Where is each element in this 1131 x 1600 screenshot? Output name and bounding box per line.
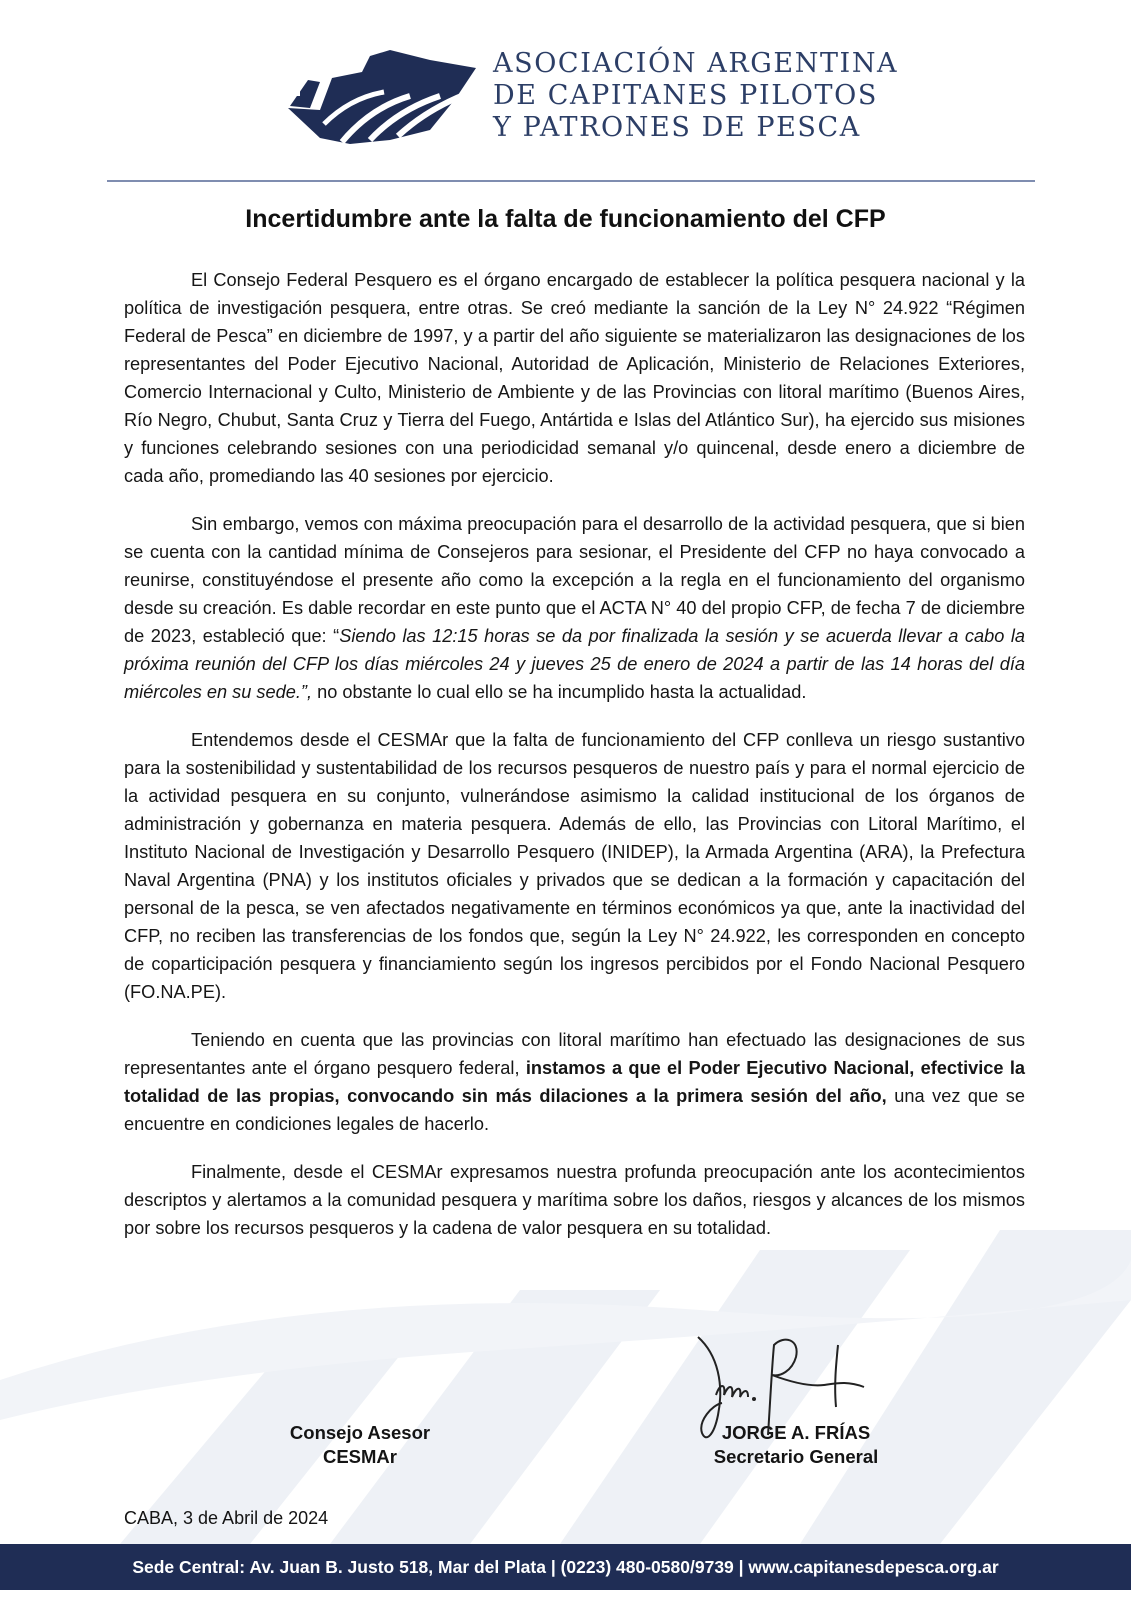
handwritten-signature [688,1325,888,1455]
paragraph-4-text-a: Teniendo en cuenta que las provincias con litoral marítimo han efectuado las designaciones de sus representantes ante el órgano pesquero federal, [124,1030,1025,1078]
paragraph-2-quote: Siendo las 12:15 horas se da por finalizada la sesión y se acuerda llevar a cabo la próxima reunión del CFP los días miércoles 24 y jueves 25 de enero de 2024 a partir de las 14 horas del día miércoles en su sede.”, [124,626,1025,702]
paragraph-4-emphasis: instamos a que el Poder Ejecutivo Nacional, efectivice la totalidad de las propias, convocando sin más dilaciones a la primera sesión del año, [124,1058,1025,1106]
paragraph-4 [124,1026,1025,1138]
signatory-name: JORGE A. FRÍAS [721,1422,871,1443]
paragraph-1: El Consejo Federal Pesquero es el órgano encargado de establecer la política pesquera nacional y la política de investigación pesquera, entre otras. Se creó mediante la sanción de la Ley N° 24.922 “Régimen Federal de Pesca” en diciembre de 1997, y a partir del año siguiente se materializaron las designaciones de los representantes del Poder Ejecutivo Nacional, Autoridad de Aplicación, Ministerio de Relaciones Exteriores, Comercio Internacional y Culto, Ministerio de Ambiente y de las Provincias con litoral marítimo (Buenos Aires, Río Negro, Chubut, Santa Cruz y Tierra del Fuego, Antártida e Islas del Atlántico Sur), ha ejercido sus misiones y funciones celebrando sesiones con una periodicidad semanal y/o quincenal, desde enero a diciembre de cada año, promediando las 40 sesiones por ejercicio. [124,270,1025,486]
place-and-date: CABA, 3 de Abril de 2024 [124,1508,329,1528]
footer-bar [0,1544,1131,1590]
document-title: Incertidumbre ante la falta de funcionamiento del CFP [245,205,886,233]
org-name-line-1: ASOCIACIÓN ARGENTINA [493,48,899,79]
org-name-line-2: DE CAPITANES PILOTOS [493,80,878,111]
org-name-line-3: Y PATRONES DE PESCA [493,112,861,143]
paragraph-3: Entendemos desde el CESMAr que la falta de funcionamiento del CFP conlleva un riesgo sustantivo para la sostenibilidad y sustentabilidad de los recursos pesqueros de nuestro país y para el normal ejercicio de la actividad pesquera en su conjunto, vulnerándose asimismo la calidad institucional de los órganos de administración y gobernanza en materia pesquera. Además de ello, las Provincias con Litoral Marítimo, el Instituto Nacional de Investigación y Desarrollo Pesquero (INIDEP), la Armada Argentina (ARA), la Prefectura Naval Argentina (PNA) y los institutos oficiales y privados que se dedican a la formación y capacitación del personal de la pesca, se ven afectados negativamente en términos económicos ya que, ante la inactividad del CFP, no reciben las transferencias de los fondos que, según la Ley N° 24.922, les corresponden en concepto de coparticipación pesquera y financiamiento según los ingresos percibidos por el Fondo Nacional Pesquero (FO.NA.PE). [124,730,1025,1002]
document-body [124,266,1025,1262]
footer-contact-text: Sede Central: Av. Juan B. Justo 518, Mar del Plata | (0223) 480-0580/9739 | www.capitanesdepesca.org.ar [132,1556,999,1577]
paragraph-2 [124,510,1025,706]
organization-name [493,48,898,144]
signatory-role: Secretario General [713,1446,879,1467]
council-name: Consejo Asesor [289,1422,431,1443]
paragraph-4-text-b: una vez que se encuentre en condiciones legales de hacerlo. [124,1086,1025,1134]
signature-block-council [265,1421,455,1469]
paragraph-2-text-a: Sin embargo, vemos con máxima preocupación para el desarrollo de la actividad pesquera, que si bien se cuenta con la cantidad mínima de Consejeros para sesionar, el Presidente del CFP no haya convocado a reunirse, constituyéndose el presente año como la excepción a la regla en el funcionamiento del organismo desde su creación. Es dable recordar en este punto que el ACTA N° 40 del propio CFP, de fecha 7 de diciembre de 2023, estableció que: “ [124,514,1025,646]
letterhead [0,0,1131,180]
council-abbreviation: CESMAr [322,1446,397,1467]
paragraph-2-text-b: no obstante lo cual ello se ha incumplido hasta la actualidad. [312,682,807,702]
paragraph-5: Finalmente, desde el CESMAr expresamos nuestra profunda preocupación ante los acontecimientos descriptos y alertamos a la comunidad pesquera y marítima sobre los daños, riesgos y alcances de los mismos por sobre los recursos pesqueros y la cadena de valor pesquera en su totalidad. [124,1162,1025,1238]
ship-logo-icon [280,38,480,150]
header-divider [107,180,1035,182]
